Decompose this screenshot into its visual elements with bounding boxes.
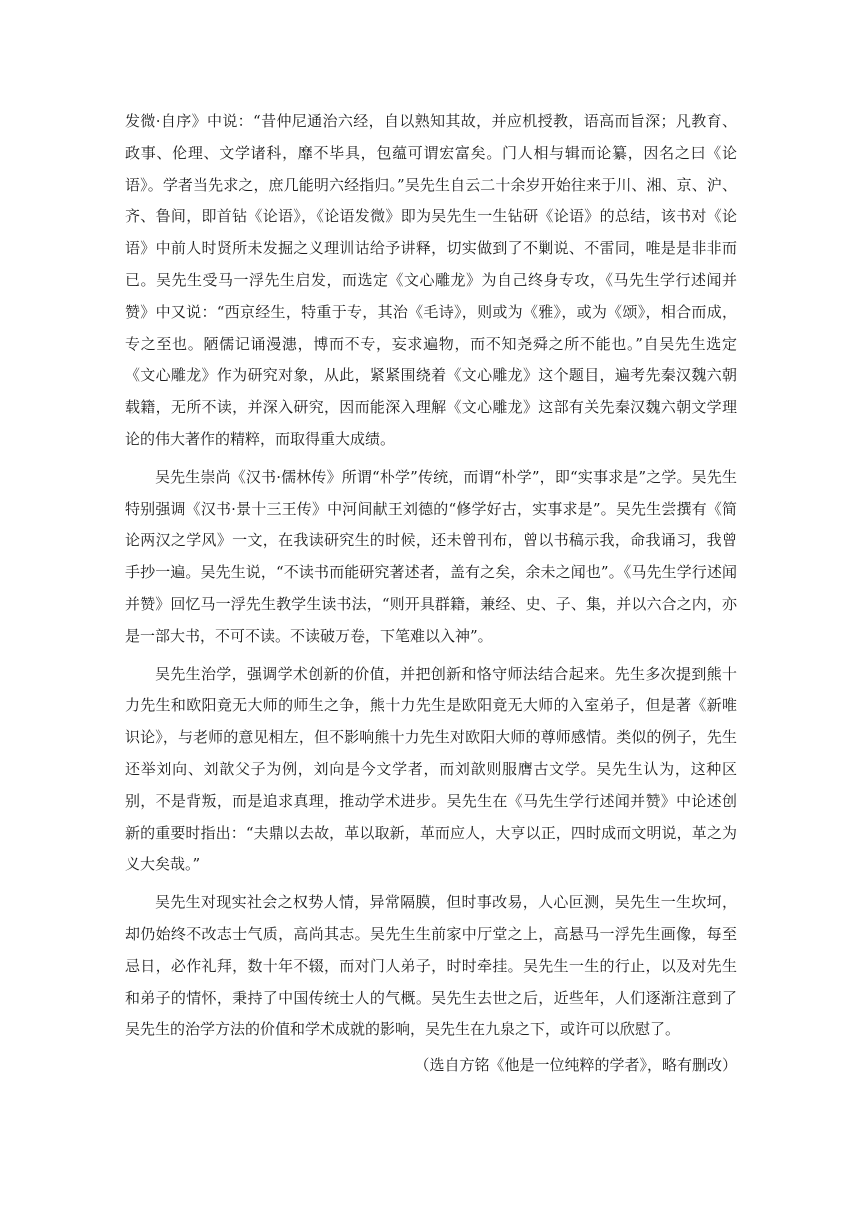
paragraph-4: 吴先生对现实社会之权势人情，异常隔膜，但时事改易，人心叵测，吴先生一生坎坷，却仍始终不改志士气质，高尚其志。吴先生生前家中厅堂之上，高悬马一浮先生画像，每至忌日，必作礼拜，数十年不辍，而对门人弟子，时时牵挂。吴先生一生的行止，以及对先生和弟子的情怀，秉持了中国传统士人的气概。吴先生去世之后，近些年，人们逐渐注意到了吴先生的治学方法的价值和学术成就的影响，吴先生在九泉之下，或许可以欣慰了。 (125, 893, 737, 1039)
paragraph-2: 吴先生崇尚《汉书·儒林传》所谓“朴学”传统，而谓“朴学”，即“实事求是”之学。吴先生特别强调《汉书·景十三王传》中河间献王刘德的“修学好古，实事求是”。吴先生尝撰有《简论两汉之学风》一文，在我读研究生的时候，还未曾刊布，曾以书稿示我，命我诵习，我曾手抄一遍。吴先生说，“不读书而能研究著述者，盖有之矣，余未之闻也”。《马先生学行述闻并赞》回忆马一浮先生教学生读书法，“则开具群籍，兼经、史、子、集，并以六合之内，亦是一部大书，不可不读。不读破万卷，下笔难以入神”。 (125, 467, 737, 645)
paragraph-3: 吴先生治学，强调学术创新的价值，并把创新和恪守师法结合起来。先生多次提到熊十力先生和欧阳竟无大师的师生之争，熊十力先生是欧阳竟无大师的入室弟子，但是著《新唯识论》，与老师的意见相左，但不影响熊十力先生对欧阳大师的尊师感情。类似的例子，先生还举刘向、刘歆父子为例，刘向是今文学者，而刘歆则服膺古文学。吴先生认为，这种区别，不是背叛，而是追求真理，推动学术进步。吴先生在《马先生学行述闻并赞》中论述创新的重要时指出：“夫鼎以去故，革以取新，革而应人，大亨以正，四时成而文明说，革之为义大矣哉。” (125, 664, 737, 874)
article-body (125, 106, 737, 1082)
paragraph-1: 发微·自序》中说：“昔仲尼通治六经，自以熟知其故，并应机授教，语高而旨深；凡教育、政事、伦理、文学诸科，靡不毕具，包蕴可谓宏富矣。门人相与辑而论纂，因名之曰《论语》。学者当先求之，庶几能明六经指归。”吴先生自云二十余岁开始往来于川、湘、京、沪、齐、鲁间，即首钻《论语》，《论语发微》即为吴先生一生钻研《论语》的总结，该书对《论语》中前人时贤所未发掘之义理训诂给予讲释，切实做到了不剿说、不雷同，唯是是非非而已。吴先生受马一浮先生启发，而选定《文心雕龙》为自己终身专攻，《马先生学行述闻并赞》中又说：“西京经生，特重于专，其治《毛诗》，则或为《雅》，或为《颂》，相合而成，专之至也。陋儒记诵漫漶，博而不专，妄求遍物，而不知尧舜之所不能也。”自吴先生选定《文心雕龙》作为研究对象，从此，紧紧围绕着《文心雕龙》这个题目，遍考先秦汉魏六朝载籍，无所不读，并深入研究，因而能深入理解《文心雕龙》这部有关先秦汉魏六朝文学理论的伟大著作的精粹，而取得重大成绩。 (125, 112, 737, 448)
source-citation: （选自方铭《他是一位纯粹的学者》，略有删改） (414, 1056, 737, 1075)
